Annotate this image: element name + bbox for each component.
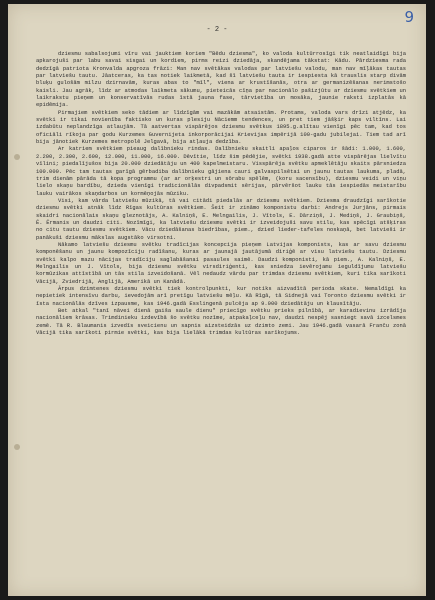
paragraph: Ārpus dzimtenes dziesmu svētki tiek kontrolpunkti, kur notiks aizvadītā perioda skate. Nemaldīgi ka nepietiek intensīvu darbu, ievedojām arī pretīgu latviešu mēļu. Kā Rīgā, tā Sidnejā vai Toronto dziesmu svētki ir īsta nacionālās dzīves izpausme, kas 1946.gadā Esslingenā pulcēja ap 9.000 dziedātāju un klausītāju. — [36, 285, 406, 307]
document-page — [8, 4, 426, 596]
punch-hole — [14, 154, 20, 160]
page-header: - 2 - — [206, 26, 228, 34]
paragraph: Ar katriem svētkiem pieaug dalībnieku rindas. Dalībnieku skaitli apaļos ciparos ir šādi: 1.000, 1.600, 2.200, 2.300, 2.600, 12.000, 11.000, 16.000. Dēvītie, līdz šim pēdējie, svētki 1938.gadā atte vispārējas lielvītu vīlini; piedalījušos bija 20.000 dziedātāju un 400 kapelmeistaru. Visspārēja svētku apmeklētāju skaits pārsniedza 100.000. Pēc tam tautas garīgā gērbadiba dalībnieku gājiena cauri galvaspilsētai un jaunu tautas laukuma, pladā, trim dienām pārāda tā kopa programmu (ar ar orķestri un sōrabu spēlēm, (koru sacensību), dziesmu veidi un viņu lielo skaņu bardību, dzieda vienīgi tradicionālās divpadsmit sērijas, pārvēršot lauku tās iespiedās meistarību lauku vairākos skaņdarbos un kormēņojās mūziku. — [36, 145, 406, 197]
page-number: 9 — [404, 8, 414, 26]
punch-hole — [14, 444, 20, 450]
paragraph: Nākamo latviešu dziesmu svētku tradīcijas koncepcija pieņem Latvijas komponists, kas ar savu dziesmu komponēšanu un jaunu kompozīciju radīšanu, kuras ar jaunajā jautājumā diriģē ar visu latviešu tautu. Dziesmu svētki kalpo mazu nācijas tradīciju saglabāšanai pasaules saimē. Daudzi komponisti, kā piem., A. Kalniņš, E. Melngailis un J. Vītols, bija dziesmu svētku virsdiriģenti, kas sniedza ievērojamu ieguldījumu latviešu kormūzikas attīstībā un tās stila izveidošanā. Vēl nedaudz vārdu par trimdas dziesmu svētkiem, kuri tika sarīkoti Vācijā, Zviedrijā, Anglijā, Amerikā un Kanādā. — [36, 240, 406, 285]
paragraph: dziesmu sabalsojumi vīru vai jauktiem koriem "Bēdu dziesma", ko valoda kultūrrosīgi tik neatlaidīgi bija apkarojuši par labu savai sisgai un kordiem, pirms reizi dziedāja, skandējama tākstat: Kādu. Pārdziesma rada dedzīgā patriota Kronvalda apgroza frāzi: Man nav svētākas valodas par latviešu valodu, man nav mīļākas tautas par latviešu tautu. Jāatceras, ka tas notiek laikmetā, kad šī latviešu tauta ir iespiesta kā trauslis starp divām bluķu gulošām milzu dzirnavām, kuras abas to "mīl", viena ar krustīšanās, otra ar germanizēšanas nerimstošo kaisli. Jau agrāk, līdz ar atmodas laikmeta sākumu, pieteicās cīņa par nacionālo pašizjūtu ar dziesmu svētkiem un laikrakstu pieņem un konservatīvās rudas īstā jauna fase, tārvietība un mosāka, jaunie raksti izplatās kā epidēmija. — [36, 50, 406, 109]
document-body — [36, 50, 406, 336]
paragraph: Bet atkal "tanī nāvei dienā gaiša saule dienu" priecīgo svētku prieks pilnībā, ar karadievinu izrādīja nacionāliem krāsas. Trimdinieku izdevībā šo svētku nozīme, atpakaļceļu nav, daudzi nespēj sasniegt savā izcelsmes zemē. Tā R. Blaumanis izvedīs sveicienu un sapnis aizsteidzās uz dzimto zemi. Jau 1946.gadā vasarā Franču zonā Vācijā tika sarīkoti pirmie svētki, kas bija lielākā trimdas kultūras sarīkojums. — [36, 307, 406, 337]
paragraph: Pirmajiem svētkiem seko tādiem ar līdzīgām vai mazākām atsaistām. Protams, valoda vars drīzi atjēdz, ka svētki ir tikai novienība faktisko un kuras plesiju Nāciemm tendences, un pret tiem jāšķir kaps viltīns. Lai izdabūtu neplandzīga atlaujām. Tā aatvertas vispārējos dziesmu svētkus 1895.g.alītau vienīgi pēc tam, kad tos oficiāli rīkoja par godu Kurzemes Guvernijeta inkorporācijai Krievijas impērijā 100-gadu jubilejai. Tiem tad arī bija jānotiek Kurzemes metropolē Jelgavā, bija atļauja dedzība. — [36, 108, 406, 146]
paragraph: Visi, kam vārda latviešu mūzikā, tā vai citādi piedalās ar dziesmu svētkiem. Dziesma draudzīgi sarīkotie dziesmu svētki atnāk līdz Rīgas kultūras svētkiem. Šeit ir zināmo komponistu darbi: Andrejs Jurjāns, pirmais skaidri nacionālais skaņu gleznotājs, A. Kalniņš, E. Melngailis, J. Vītols, E. Dārziņš, J. Mediņš, J. Graubiņš, Ē. Ērmanis un daudzi citi. Nozīmīgi, ka latviešu dziesmu svētki ir izveidojuši savu stilu, kas spēcīgi atšķiras no citu tautu dziesmu svētkiem. Vācu dziedāšanas biedrības, piem., dzied lieder-tafeles noskaņā, bet latvieši ir panākuši dziesmu mākslas augstāko virsotni. — [36, 196, 406, 241]
